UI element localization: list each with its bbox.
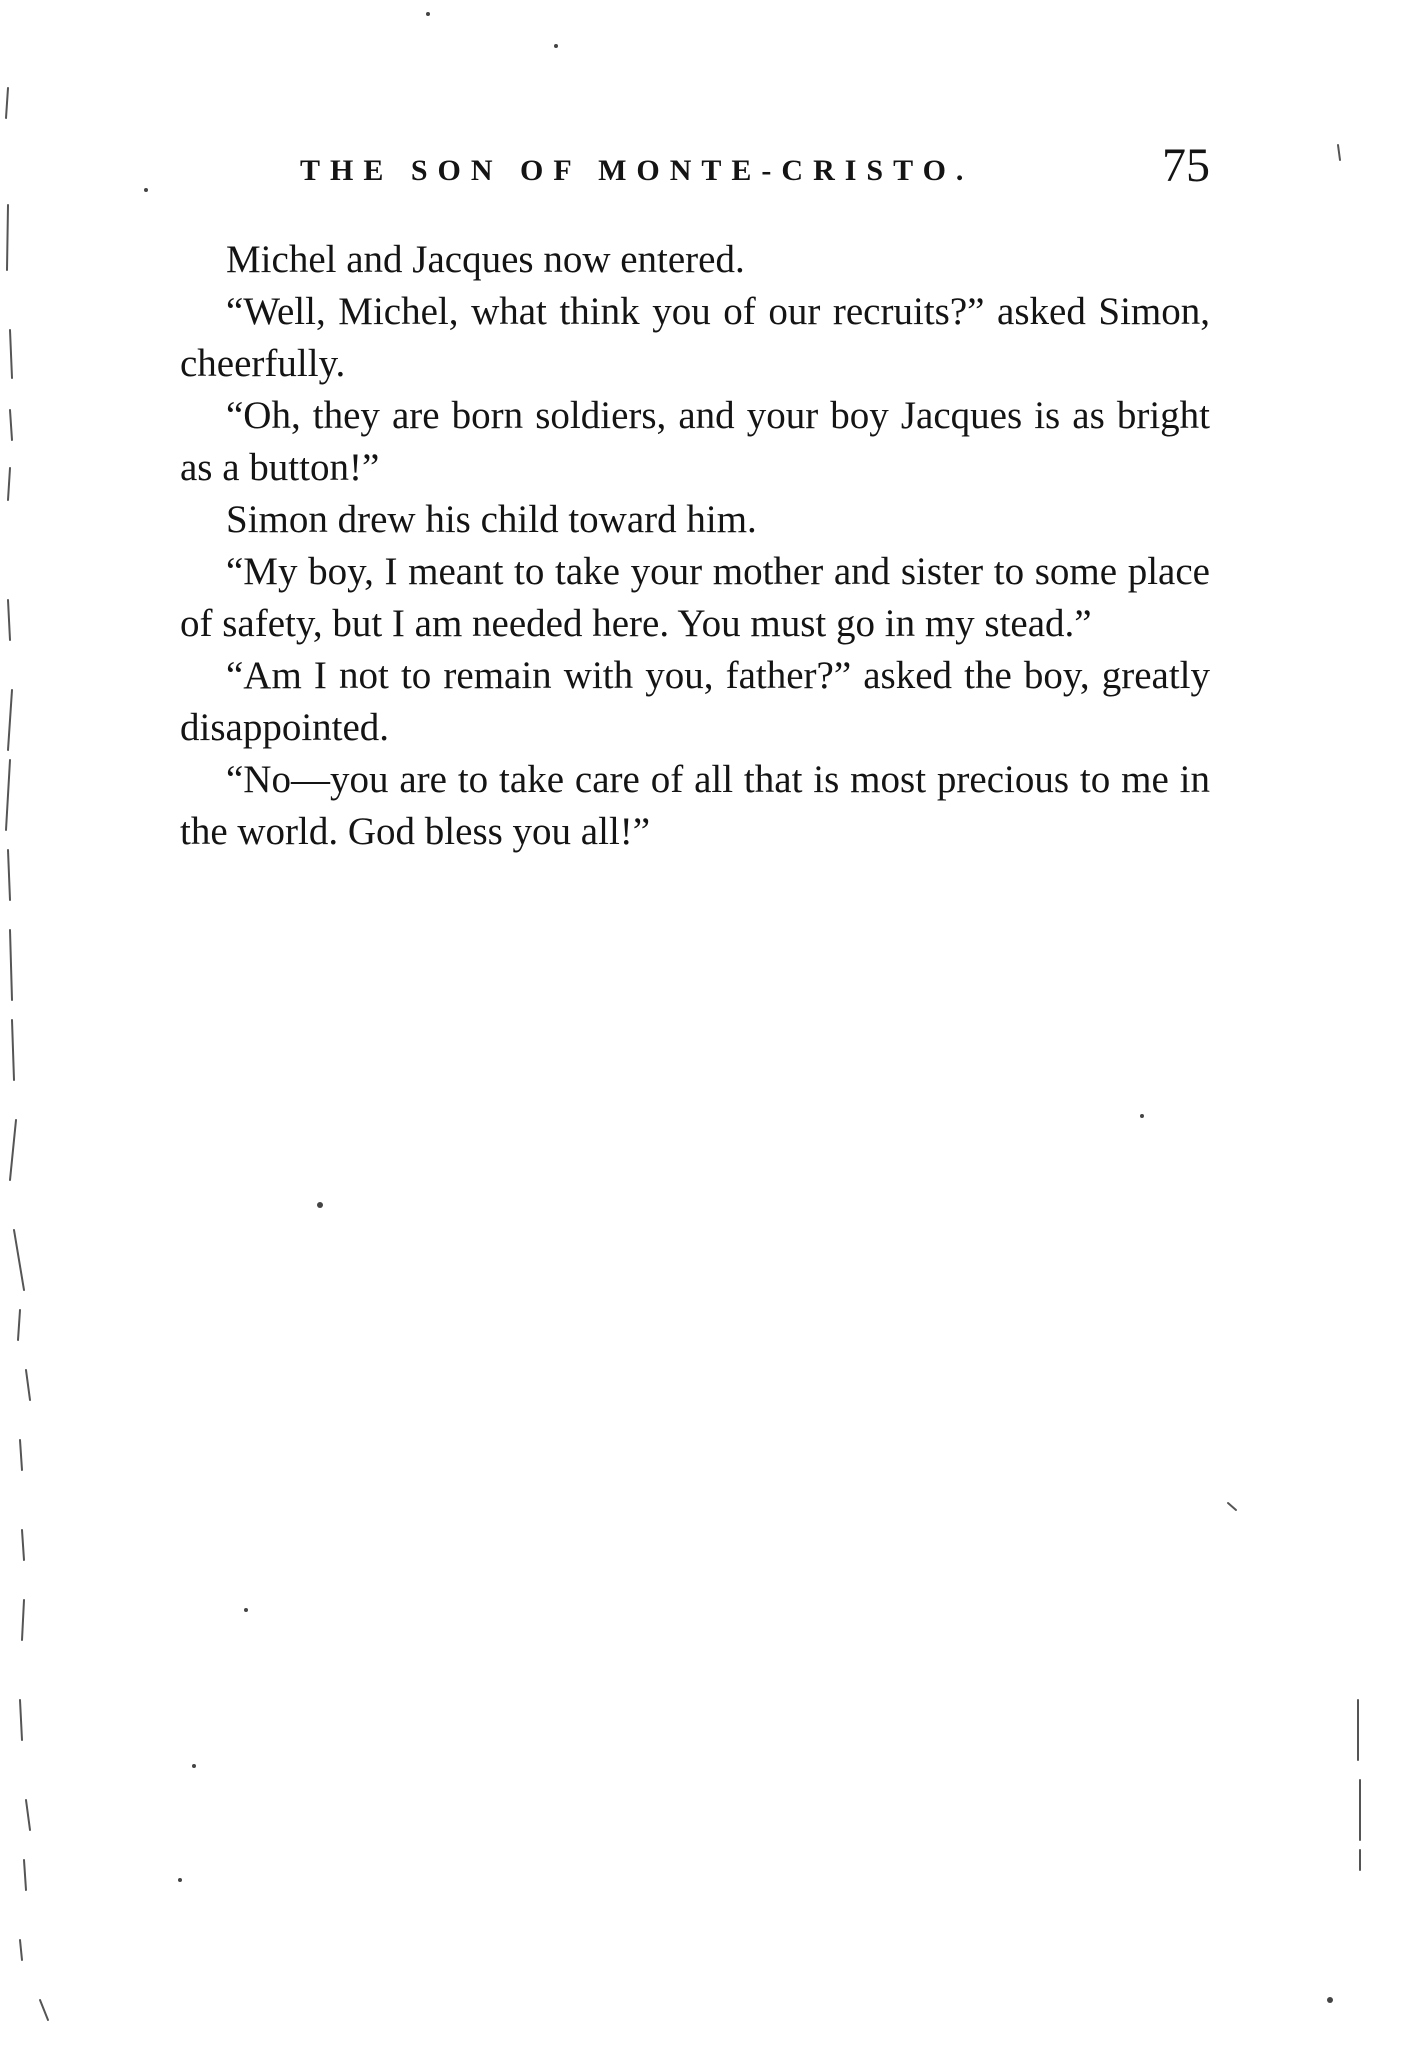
paragraph: “Am I not to remain with you, father?” asked the boy, greatly disappointed. xyxy=(180,654,1210,749)
paragraph: Simon drew his child toward him. xyxy=(226,498,757,541)
page-number: 75 xyxy=(1162,139,1210,192)
paragraph: “Well, Michel, what think you of our recruits?” asked Simon, cheerfully. xyxy=(180,290,1210,385)
body-text xyxy=(180,234,1210,858)
paragraph: “My boy, I meant to take your mother and sister to some place of safety, but I am needed here. You must go in my stead.” xyxy=(180,550,1210,645)
paragraph: “No—you are to take care of all that is most precious to me in the world. God bless you all!” xyxy=(180,758,1210,853)
running-title: THE SON OF MONTE-CRISTO. xyxy=(300,154,974,187)
paragraph: “Oh, they are born soldiers, and your boy Jacques is as bright as a button!” xyxy=(180,394,1210,489)
paragraph: Michel and Jacques now entered. xyxy=(226,238,745,281)
running-head xyxy=(300,140,1210,200)
